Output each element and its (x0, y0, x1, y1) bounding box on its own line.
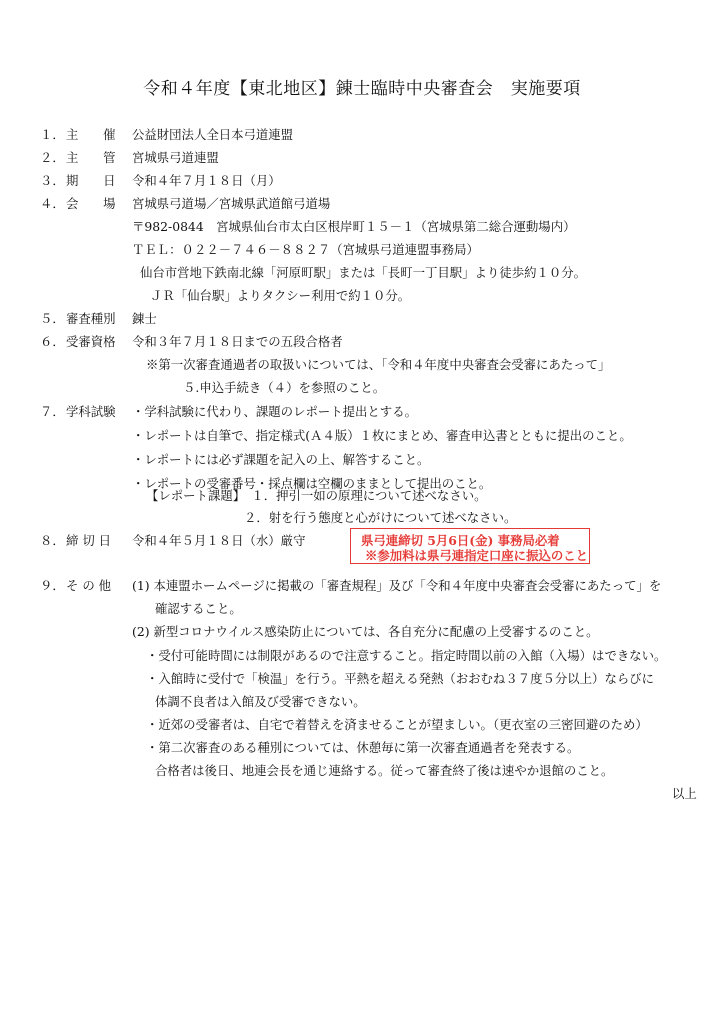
other-line-7: ・近郊の受審者は、自宅で着替えを済ませることが望ましい。（更衣室の三密回避のため） (146, 717, 648, 732)
deadline-text: 令和４年５月１８日（水）厳守 (132, 533, 306, 548)
venue-phone: ＴＥＬ：０２２－７４６－８８２７（宮城県弓道連盟事務局） (132, 242, 479, 257)
item-8-label: 締 切 日 (66, 533, 112, 548)
item-5-number: ５． (40, 311, 65, 326)
exam-line-2: ・レポートは自筆で、指定様式(Ａ４版）１枚にまとめ、審査申込書とともに提出のこと。 (132, 428, 632, 443)
report-topic-1: 【レポート課題】 １．押引一如の原理について述べなさい。 (146, 488, 487, 503)
item-6-number: ６． (40, 334, 65, 349)
other-line-8: ・第二次審査のある種別については、休憩毎に第一次審査通過者を発表する。 (146, 740, 580, 755)
other-line-6: 体調不良者は入館及び受審できない。 (155, 694, 366, 709)
item-4-label: 会 場 (66, 196, 116, 211)
item-8-number: ８． (40, 533, 65, 548)
deadline-notice-box (350, 528, 590, 564)
item-9-number: ９． (40, 578, 65, 593)
item-3-text: 令和４年７月１８日（月） (132, 173, 281, 188)
venue-name: 宮城県弓道場／宮城県武道館弓道場 (132, 196, 331, 211)
other-line-3: (2) 新型コロナウイルス感染防止については、各自充分に配慮の上受審するのこと。 (132, 624, 599, 639)
eligibility-note-ref: ５.申込手続き（４）を参照のこと。 (183, 380, 386, 395)
item-3-label: 期 日 (66, 173, 116, 188)
item-4-number: ４． (40, 196, 65, 211)
other-line-2: 確認すること。 (155, 601, 242, 616)
item-9-label: そ の 他 (66, 578, 112, 593)
eligibility-text: 令和３年７月１８日までの五段合格者 (132, 334, 343, 349)
item-1-number: １． (40, 127, 65, 142)
other-line-4: ・受付可能時間には制限があるので注意すること。指定時間以前の入館（入場）はできない。 (146, 648, 667, 663)
document-title: 令和４年度【東北地区】錬士臨時中央審査会 実施要項 (143, 79, 581, 99)
item-6-label: 受審資格 (66, 334, 116, 349)
item-2-text: 宮城県弓道連盟 (132, 150, 219, 165)
other-line-9: 合格者は後日、地連会長を通じ連絡する。従って審査終了後は速やか退館のこと。 (155, 763, 614, 778)
notice-payment: ※参加料は県弓連指定口座に振込のこと (365, 548, 589, 563)
closing-mark: 以上 (672, 786, 697, 801)
notice-deadline: 県弓連締切 5月6日(金) 事務局必着 (361, 533, 560, 548)
eligibility-note: ※第一次審査通過者の取扱いについては、「令和４年度中央審査会受審にあたって」 (146, 357, 611, 372)
item-7-number: ７． (40, 404, 65, 419)
report-topic-2: ２．射を行う態度と心がけについて述べなさい。 (244, 510, 517, 525)
item-3-number: ３． (40, 173, 65, 188)
other-line-1: (1) 本連盟ホームページに掲載の「審査規程」及び「令和４年度中央審査会受審にあたって」を (132, 578, 662, 593)
venue-access-jr: ＪＲ「仙台駅」よりタクシー利用で約１０分。 (150, 288, 411, 303)
exam-line-1: ・学科試験に代わり、課題のレポート提出とする。 (132, 404, 417, 419)
venue-access-subway: 仙台市営地下鉄南北線「河原町駅」または「長町一丁目駅」より徒歩約１０分。 (140, 265, 587, 280)
other-line-5: ・入館時に受付で「検温」を行う。平熱を超える発熱（おおむね３７度５分以上）ならびに (146, 671, 655, 686)
item-7-label: 学科試験 (66, 404, 116, 419)
item-5-label: 審査種別 (66, 311, 116, 326)
item-1-text: 公益財団法人全日本弓道連盟 (132, 127, 294, 142)
item-2-number: ２． (40, 150, 65, 165)
item-5-text: 錬士 (132, 311, 157, 326)
venue-address: 〒982-0844 宮城県仙台市太白区根岸町１５－１（宮城県第二総合運動場内） (132, 219, 576, 234)
exam-line-4: ・レポートの受審番号・採点欄は空欄のままとして提出のこと。 (132, 476, 492, 491)
exam-line-3: ・レポートには必ず課題を記入の上、解答すること。 (132, 452, 430, 467)
item-1-label: 主 催 (66, 127, 116, 142)
item-2-label: 主 管 (66, 150, 116, 165)
